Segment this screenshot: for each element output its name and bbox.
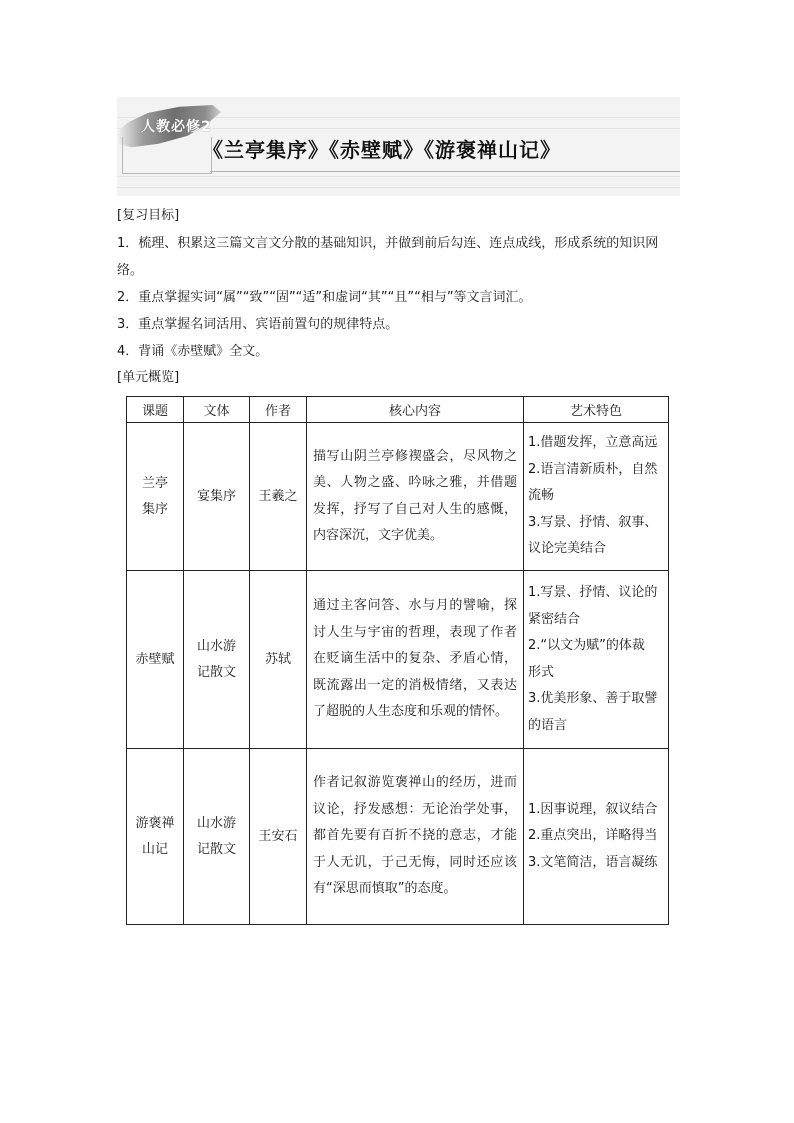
cell-author: 苏轼 xyxy=(250,571,307,749)
cell-genre xyxy=(184,423,250,571)
unit-overview-table xyxy=(126,396,669,925)
art-line: 3.文笔简洁，语言凝练 xyxy=(528,854,658,870)
art-line: 1.写景、抒情、议论的 xyxy=(528,585,658,600)
column-header: 作者 xyxy=(250,397,307,423)
title-line: 赤壁赋 xyxy=(135,651,175,667)
goal-item: 1．梳理、积累这三篇文言文分散的基础知识，并做到前后勾连、连点成线，形成系统的知识网络。 xyxy=(117,236,659,278)
page-title: 《兰亭集序》《赤壁赋》《游褒禅山记》 xyxy=(203,138,561,162)
review-goals-section xyxy=(117,207,680,387)
banner-rule xyxy=(117,187,680,188)
table-row xyxy=(127,423,669,571)
title-line: 山记 xyxy=(141,841,168,857)
cell-genre xyxy=(184,749,250,925)
table-header-row xyxy=(127,397,669,423)
genre-line: 山水游 xyxy=(196,815,236,831)
goal-item: 4．背诵《赤壁赋》全文。 xyxy=(117,344,269,359)
column-header: 文体 xyxy=(184,397,250,423)
art-line: 1.借题发挥，立意高远 xyxy=(528,435,658,451)
cell-core-content: 作者记叙游览褒禅山的经历，进而议论，抒发感想：无论治学处事，都首先要有百折不挠的意志，才能于人无讥，于己无悔，同时还应该有“深思而慎取”的态度。 xyxy=(307,749,524,925)
goal-item: 3．重点掌握名词活用、宾语前置句的规律特点。 xyxy=(117,317,399,332)
cell-title xyxy=(127,571,184,749)
art-line: 紧密结合 xyxy=(528,611,581,627)
header-banner xyxy=(117,97,680,196)
cell-title xyxy=(127,423,184,571)
art-line: 2.重点突出，详略得当 xyxy=(528,828,658,844)
column-header: 核心内容 xyxy=(307,397,524,423)
art-line: 2.语言清新质朴，自然 xyxy=(528,461,658,477)
art-line: 形式 xyxy=(528,664,555,680)
cell-core-content: 描写山阴兰亭修禊盛会，尽风物之美、人物之盛、吟咏之雅，并借题发挥，抒写了自己对人生的感慨，内容深沉，文字优美。 xyxy=(307,423,524,571)
goal-item: 2．重点掌握实词“属”“致”“固”“适”和虚词“其”“且”“相与”等文言词汇。 xyxy=(117,290,532,305)
cell-art-features xyxy=(524,571,669,749)
genre-line: 宴集序 xyxy=(196,488,236,504)
art-line: 的语言 xyxy=(528,717,568,733)
title-line: 集序 xyxy=(141,501,168,517)
banner-frame xyxy=(122,137,212,174)
title-line: 兰亭 xyxy=(141,475,168,491)
genre-line: 记散文 xyxy=(196,664,236,680)
cell-author: 王安石 xyxy=(250,749,307,925)
review-goals-list xyxy=(117,230,680,365)
cell-art-features xyxy=(524,749,669,925)
art-line: 1.因事说理，叙议结合 xyxy=(528,801,658,817)
table-row xyxy=(127,749,669,925)
column-header: 课题 xyxy=(127,397,184,423)
art-line: 流畅 xyxy=(528,488,555,504)
art-line: 2.“以文为赋”的体裁 xyxy=(528,638,645,653)
cell-genre xyxy=(184,571,250,749)
cell-author: 王羲之 xyxy=(250,423,307,571)
genre-line: 记散文 xyxy=(196,841,236,857)
cell-title xyxy=(127,749,184,925)
unit-overview-label: [单元概览] xyxy=(117,370,180,385)
cell-art-features xyxy=(524,423,669,571)
art-line: 3.写景、抒情、叙事、 xyxy=(528,514,658,530)
art-line: 3.优美形象、善于取譬 xyxy=(528,691,658,706)
title-line: 游褒禅 xyxy=(135,815,175,831)
genre-line: 山水游 xyxy=(196,638,236,654)
table-row xyxy=(127,571,669,749)
banner-rule xyxy=(117,176,680,177)
art-line: 议论完美结合 xyxy=(528,541,607,557)
review-goals-label: [复习目标] xyxy=(117,208,180,223)
series-label: 人教必修2 xyxy=(141,119,212,135)
cell-core-content: 通过主客问答、水与月的譬喻，探讨人生与宇宙的哲理，表现了作者在贬谪生活中的复杂、矛盾心情，既流露出一定的消极情绪，又表达了超脱的人生态度和乐观的情怀。 xyxy=(307,571,524,749)
column-header: 艺术特色 xyxy=(524,397,669,423)
banner-divider xyxy=(210,171,680,172)
